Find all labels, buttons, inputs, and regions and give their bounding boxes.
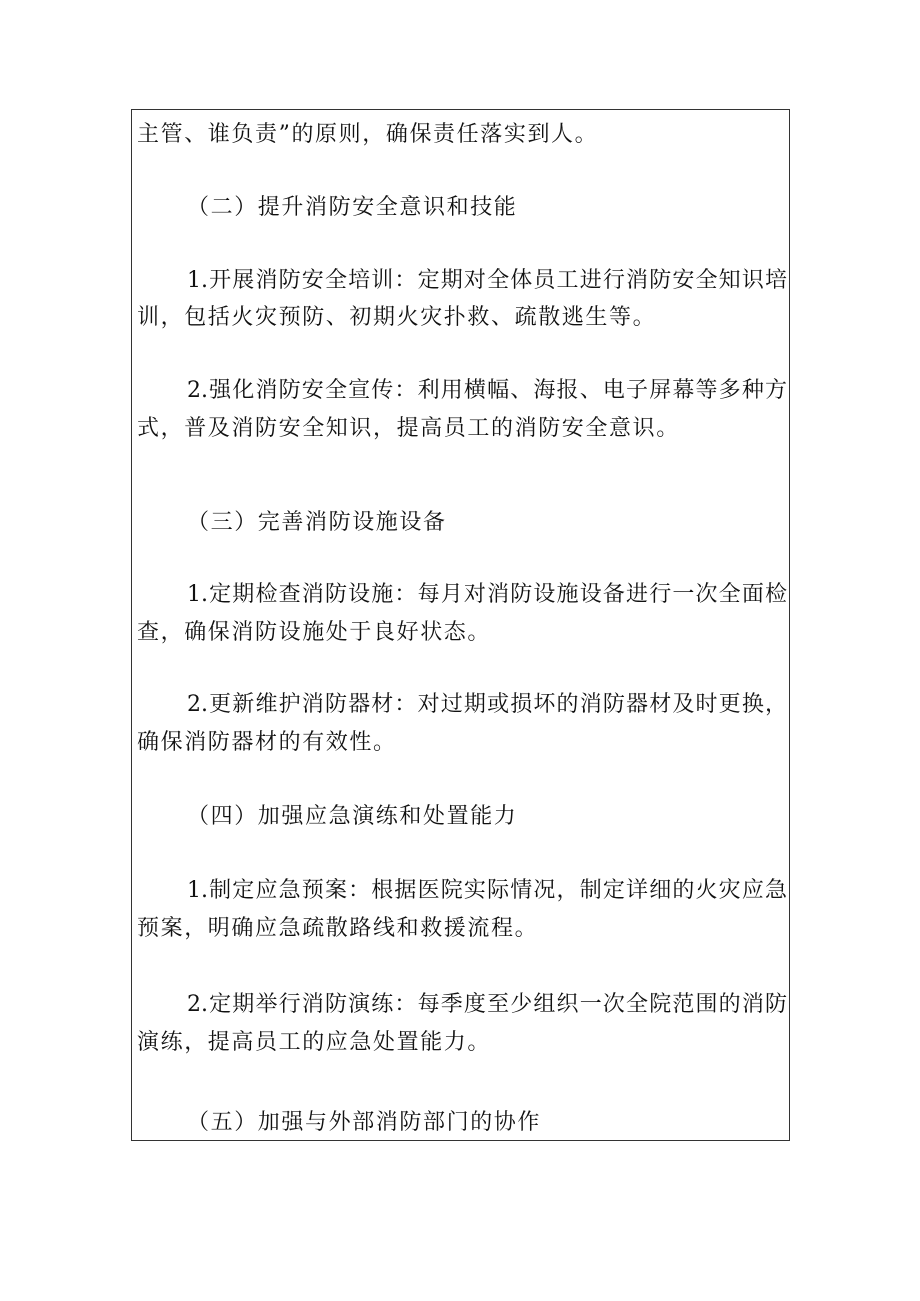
section-heading-3: （三）完善消防设施设备 <box>187 510 447 535</box>
paragraph-line: 2.更新维护消防器材：对过期或损坏的消防器材及时更换， <box>187 692 787 717</box>
section-heading-4: （四）加强应急演练和处置能力 <box>187 804 518 829</box>
paragraph-line: 演练，提高员工的应急处置能力。 <box>137 1030 492 1055</box>
section-heading-5: （五）加强与外部消防部门的协作 <box>187 1110 542 1135</box>
paragraph-line: 2.强化消防安全宣传：利用横幅、海报、电子屏幕等多种方 <box>187 378 787 403</box>
paragraph-line: 1.制定应急预案：根据医院实际情况，制定详细的火灾应急 <box>187 878 787 903</box>
paragraph-line: 式，普及消防安全知识，提高员工的消防安全意识。 <box>137 416 680 441</box>
paragraph-line: 预案，明确应急疏散路线和救援流程。 <box>137 916 539 941</box>
paragraph-line: 主管、谁负责”的原则，确保责任落实到人。 <box>137 122 599 147</box>
paragraph-line: 1.定期检查消防设施：每月对消防设施设备进行一次全面检 <box>187 582 787 607</box>
paragraph-line: 训，包括火灾预防、初期火灾扑救、疏散逃生等。 <box>137 305 657 330</box>
paragraph-line: 2.定期举行消防演练：每季度至少组织一次全院范围的消防 <box>187 992 787 1017</box>
paragraph-line: 确保消防器材的有效性。 <box>137 730 397 755</box>
section-heading-2: （二）提升消防安全意识和技能 <box>187 195 518 220</box>
paragraph-line: 查，确保消防设施处于良好状态。 <box>137 620 492 645</box>
paragraph-line: 1.开展消防安全培训：定期对全体员工进行消防安全知识培 <box>187 268 787 293</box>
